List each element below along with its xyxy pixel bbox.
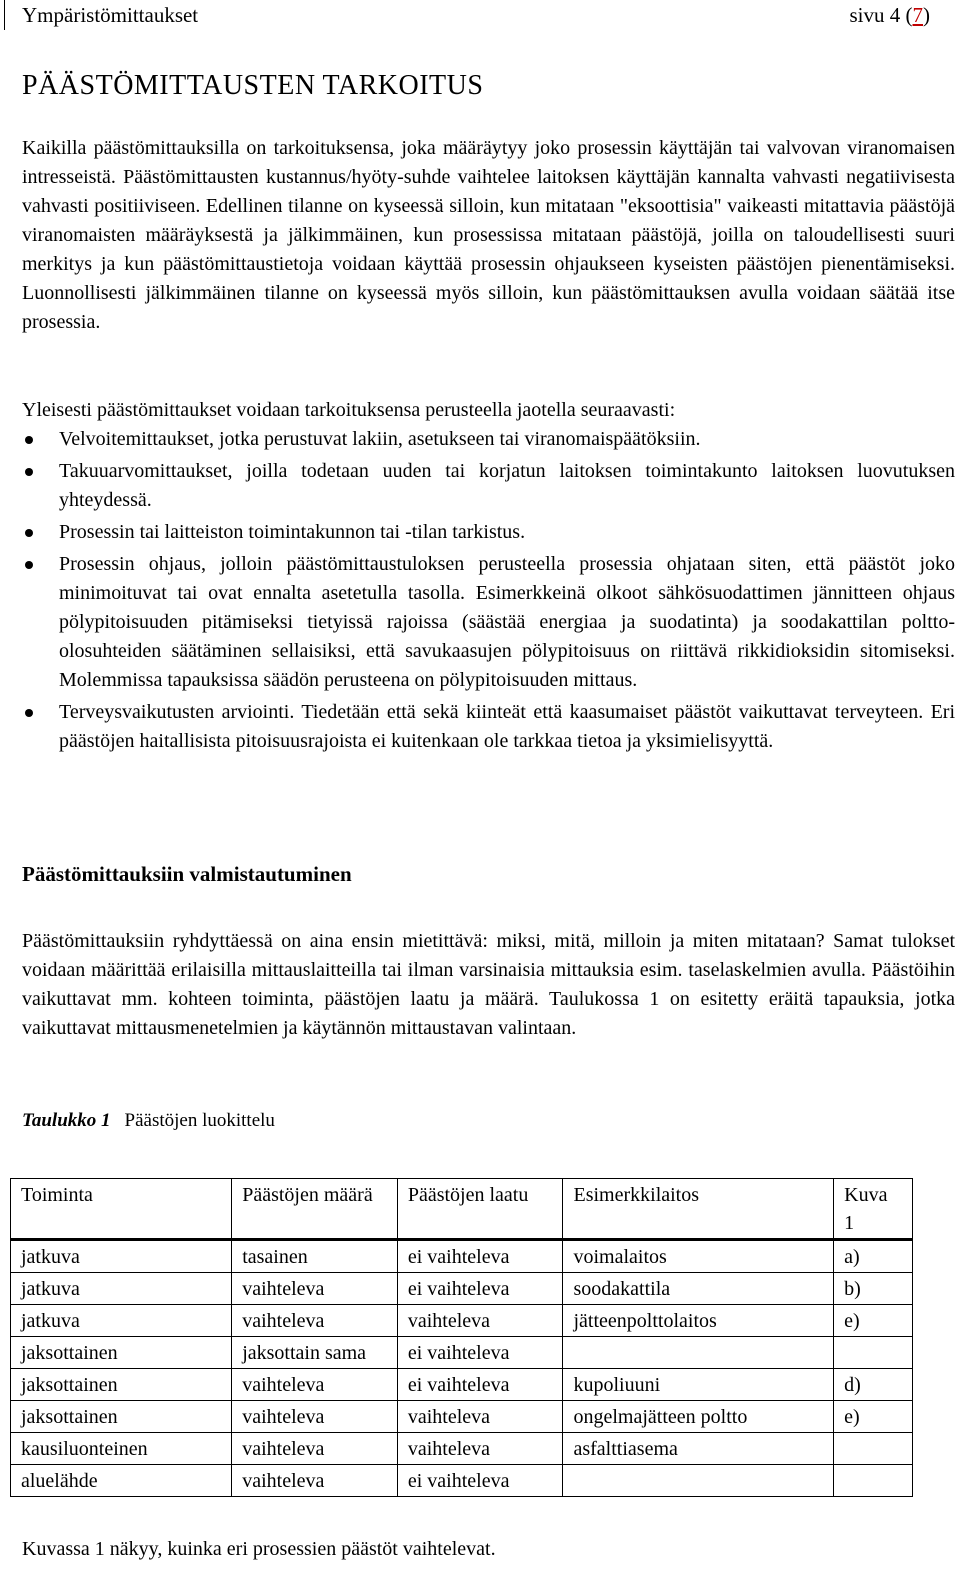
table-cell: jatkuva <box>11 1240 232 1273</box>
emission-classification-table <box>10 1178 913 1497</box>
header-cell: Päästöjen laatu <box>397 1179 563 1240</box>
table-row <box>11 1401 913 1433</box>
table-cell: jatkuva <box>11 1305 232 1337</box>
table-cell: jaksottainen <box>11 1369 232 1401</box>
list-item: Velvoitemittaukset, jotka perustuvat lakiin, asetukseen tai viranomaispäätöksiin. <box>22 425 955 454</box>
table-cell: a) <box>834 1240 913 1273</box>
header-cell: Toiminta <box>11 1179 232 1240</box>
table-cell: e) <box>834 1305 913 1337</box>
classification-intro: Yleisesti päästömittaukset voidaan tarkoituksensa perusteella jaotella seuraavasti: <box>22 399 676 421</box>
table-row <box>11 1273 913 1305</box>
table-cell <box>834 1433 913 1465</box>
list-item: Takuuarvomittaukset, joilla todetaan uuden tai korjatun laitoksen toimintakunto laitoksen luovutuksen yhteydessä. <box>22 457 955 515</box>
table-cell: aluelähde <box>11 1465 232 1497</box>
header-cell: Esimerkkilaitos <box>563 1179 834 1240</box>
table-cell: jaksottainen <box>11 1337 232 1369</box>
table-cell: soodakattila <box>563 1273 834 1305</box>
table-row <box>11 1240 913 1273</box>
table-cell <box>563 1465 834 1497</box>
table-caption <box>22 1110 275 1132</box>
table-cell: d) <box>834 1369 913 1401</box>
intro-paragraph: Kaikilla päästömittauksilla on tarkoituksensa, joka määräytyy joko prosessin käyttäjän tai valvovan viranomaisen intresseistä. Päästömittausten kustannus/hyöty-suhde vaihtelee laitoksen käyttäjän kannalta vahvasti negatiivisesta vahvasti positiiviseen. Edellinen tilanne on kyseessä silloin, kun mitataan "eksoottisia" vaikeasti mitattavia päästöjä viranomaisten määräyksestä ja jälkimmäinen, kun prosessissa mitataan päästöjä, joilla on taloudellisesti suuri merkitys ja kun päästömittaustietoja voidaan käyttää prosessin ohjaukseen kyseisten päästöjen pienentämiseksi. Luonnollisesti jälkimmäinen tilanne on kyseessä myös silloin, kun päästömittauksen avulla voidaan säätää itse prosessia. <box>22 137 955 333</box>
table-cell: ei vaihteleva <box>397 1369 563 1401</box>
table-cell: b) <box>834 1273 913 1305</box>
preparation-paragraph: Päästömittauksiin ryhdyttäessä on aina ensin mietittävä: miksi, mitä, milloin ja miten mitataan? Samat tulokset voidaan määrittää erilaisilla mittauslaitteilla tai ilman varsinaisia mittauksia esim. taselaskelmien avulla. Päästöihin vaikuttavat mm. kohteen toiminta, päästöjen laatu ja määrä. Taulukossa 1 on esitetty eräitä tapauksia, jotka vaikuttavat mittausmenetelmien ja käytännön mittaustavan valintaan. <box>22 930 955 1039</box>
page-number-suffix: ) <box>923 3 930 27</box>
table-cell <box>563 1337 834 1369</box>
margin-rule <box>4 0 5 30</box>
table-cell: vaihteleva <box>232 1433 398 1465</box>
table-header-row <box>11 1179 913 1240</box>
header-cell: Päästöjen määrä <box>232 1179 398 1240</box>
table-cell: vaihteleva <box>397 1305 563 1337</box>
table-row <box>11 1465 913 1497</box>
table-cell: vaihteleva <box>232 1401 398 1433</box>
table-cell: asfalttiasema <box>563 1433 834 1465</box>
header-cell: Kuva 1 <box>834 1179 913 1240</box>
table-row <box>11 1369 913 1401</box>
list-item: Prosessin ohjaus, jolloin päästömittaustuloksen perusteella prosessia ohjataan siten, että päästöt joko minimoituvat tai ovat ennalta asetetulla tasolla. Esimerkkeinä olkoot sähkösuodattimen jännitteen ohjaus pölypitoisuuden pitämiseksi tietyissä rajoissa (säästää energiaa ja suodatinta) ja soodakattilan poltto-olosuhteiden säätäminen sellaisiksi, että savukaasujen pölypitoisuus on riittävä rikkidioksidin sitomiseksi. Molemmissa tapauksissa säädön perusteena on pölypitoisuuden mittaus. <box>22 550 955 695</box>
table-cell: jaksottainen <box>11 1401 232 1433</box>
table-cell: e) <box>834 1401 913 1433</box>
table-cell: vaihteleva <box>232 1465 398 1497</box>
table-caption-text: Päästöjen luokittelu <box>124 1110 275 1131</box>
table-cell: ei vaihteleva <box>397 1240 563 1273</box>
page-total-link[interactable]: 7 <box>912 3 923 27</box>
purpose-list <box>22 425 955 759</box>
table-cell: ei vaihteleva <box>397 1465 563 1497</box>
list-item: Terveysvaikutusten arviointi. Tiedetään että sekä kiinteät että kaasumaiset päästöt vaikuttavat terveyteen. Eri päästöjen haitallisista pitoisuusrajoista ei kuitenkaan ole tarkkaa tietoa ja yksimielisyyttä. <box>22 698 955 756</box>
table-cell: kausiluonteinen <box>11 1433 232 1465</box>
section-heading: PÄÄSTÖMITTAUSTEN TARKOITUS <box>22 70 484 101</box>
table-cell: jaksottain sama <box>232 1337 398 1369</box>
page-number-prefix: sivu 4 ( <box>849 3 913 27</box>
table-cell: vaihteleva <box>232 1273 398 1305</box>
page-number <box>850 3 931 28</box>
table-row <box>11 1337 913 1369</box>
table-cell: ongelmajätteen poltto <box>563 1401 834 1433</box>
table-cell: vaihteleva <box>397 1401 563 1433</box>
list-item: Prosessin tai laitteiston toimintakunnon tai -tilan tarkistus. <box>22 518 955 547</box>
table-cell: vaihteleva <box>397 1433 563 1465</box>
table-row <box>11 1305 913 1337</box>
table-cell: vaihteleva <box>232 1369 398 1401</box>
document-title: Ympäristömittaukset <box>22 3 199 27</box>
table-cell: ei vaihteleva <box>397 1273 563 1305</box>
table-cell: jatkuva <box>11 1273 232 1305</box>
table-cell <box>834 1337 913 1369</box>
table-cell: jätteenpolttolaitos <box>563 1305 834 1337</box>
table-cell: ei vaihteleva <box>397 1337 563 1369</box>
table-row <box>11 1433 913 1465</box>
table-cell: voimalaitos <box>563 1240 834 1273</box>
figure-reference-text: Kuvassa 1 näkyy, kuinka eri prosessien päästöt vaihtelevat. <box>22 1538 496 1560</box>
table-cell <box>834 1465 913 1497</box>
table-cell: vaihteleva <box>232 1305 398 1337</box>
subsection-heading: Päästömittauksiin valmistautuminen <box>22 862 352 886</box>
table-caption-label: Taulukko 1 <box>22 1110 111 1131</box>
table-cell: tasainen <box>232 1240 398 1273</box>
table-cell: kupoliuuni <box>563 1369 834 1401</box>
